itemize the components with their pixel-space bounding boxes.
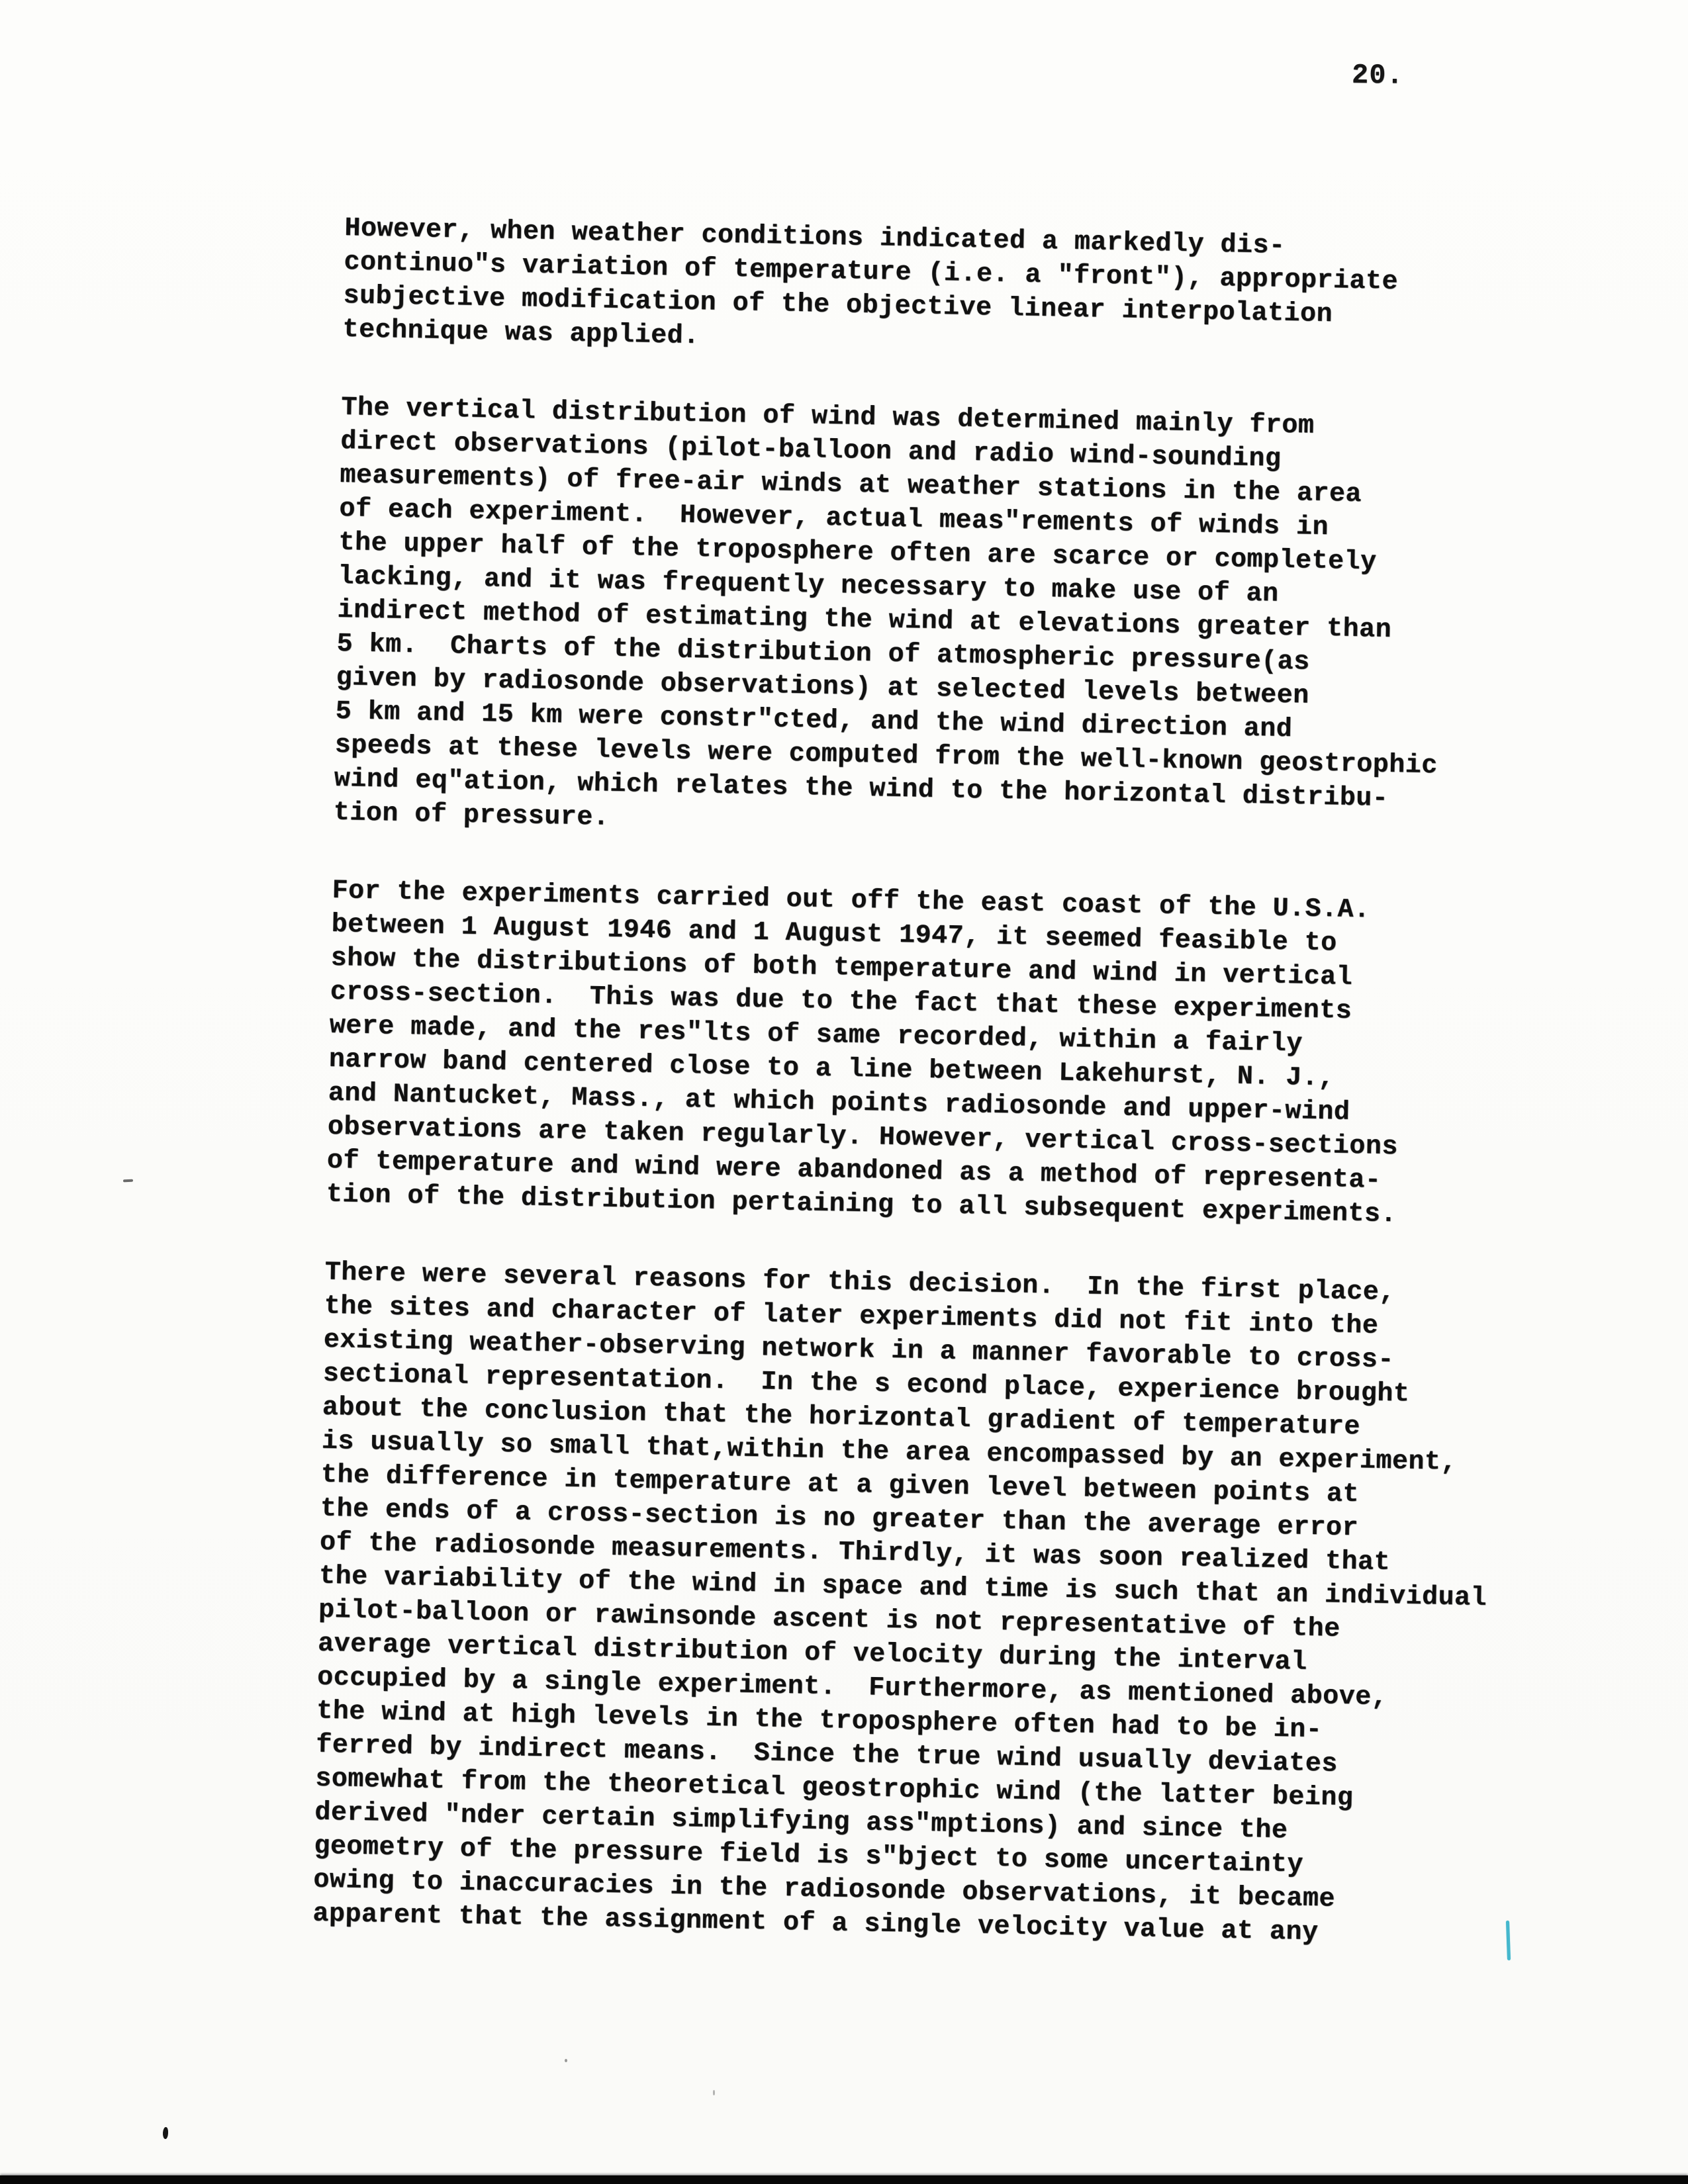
paragraph-reasons-for-decision: There were several reasons for this decision. In the first place, the sites and character of later experiments did not fit into the existing weather-observing network in a manner favorable to cross- sectional representation. In the s econd place, experience brought about the conclusion that the horizontal gradient of temperature is usually so small that,within the area encompassed by an experiment, the difference in temperature at a given level between points at the ends of a cross-section is no greater than the average error of the radiosonde measurements. Thirdly, it was soon realized that the variability of the wind in space and time is such that an individual pilot-balloon or rawinsonde ascent is not representative of the average vertical distribution of velocity during the interval occupied by a single experiment. Furthermore, as mentioned above, the wind at high levels in the troposphere often had to be in- ferred by indirect means. Since the true wind usually deviates somewhat from the theoretical geostrophic wind (the latter being derived "nder certain simplifying ass"mptions) and since the geometry of the pressure field is s"bject to some uncertainty owing to inaccuracies in the radiosonde observations, it became apparent that the assignment of a single velocity value at any — [312, 1257, 1487, 1948]
ink-speck — [162, 2127, 168, 2140]
ink-speck-small — [565, 2059, 567, 2062]
paragraph-interpolation-technique: However, when weather conditions indicated a markedly dis- continuo"s variation of temperature (i.e. a "front"), appropriate subjective modification of the objective linear interpolation technique was applied. — [342, 213, 1399, 352]
page-number: 20. — [1351, 59, 1404, 92]
document-text-block — [312, 212, 1550, 1954]
paragraph-east-coast-experiments: For the experiments carried out off the east coast of the U.S.A. between 1 August 1946 and 1 August 1947, it seemed feasible to show the distributions of both temperature and wind in vertical cross-section. This was due to the fact that these experiments were made, and the res"lts of same recorded, within a fairly narrow band centered close to a line between Lakehurst, N. J., and Nantucket, Mass., at which points radiosonde and upper-wind observations are taken regularly. However, vertical cross-sections of temperature and wind were abandoned as a method of representa- tion of the distribution pertaining to all subsequent experiments. — [326, 876, 1399, 1230]
paragraph-vertical-wind-distribution: The vertical distribution of wind was determined mainly from direct observations (pilot-balloon and radio wind-sounding measurements) of free-air winds at weather stations in the area of each experiment. However, actual meas"rements of winds in the upper half of the troposphere often are scarce or completely lacking, and it was frequently necessary to make use of an indirect method of estimating the wind at elevations greater than 5 km. Charts of the distribution of atmospheric pressure(as given by radiosonde observations) at selected levels between 5 km and 15 km were constr"cted, and the wind direction and speeds at these levels were computed from the well-known geostrophic wind eq"ation, which relates the wind to the horizontal distribu- tion of pressure. — [333, 392, 1438, 833]
stray-dash-mark — [123, 1179, 133, 1183]
ink-speck-faint — [713, 2090, 715, 2095]
scan-edge-bottom-bar — [0, 2175, 1688, 2184]
